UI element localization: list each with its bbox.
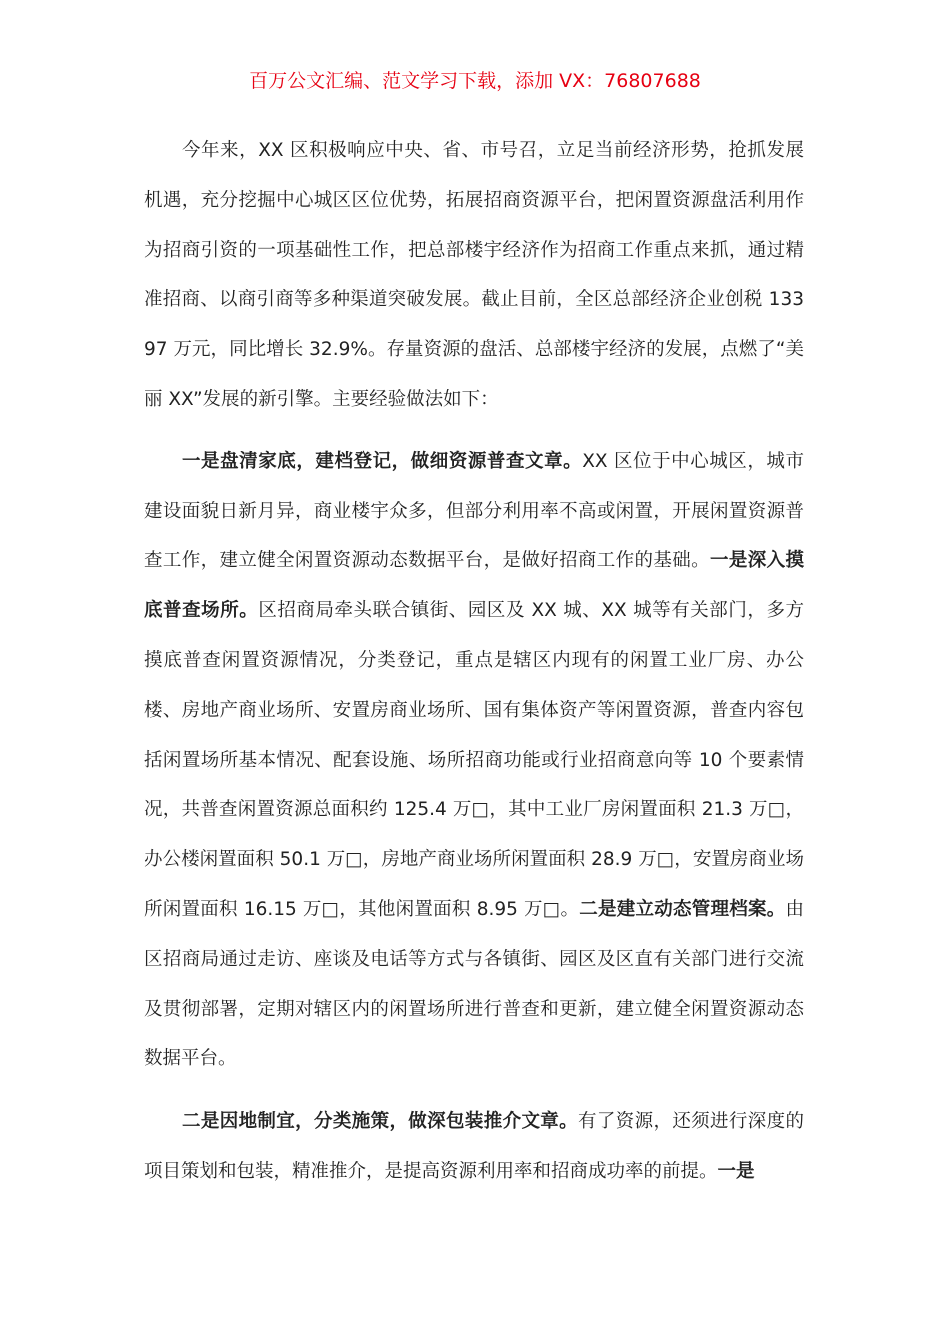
paragraph-intro-text: 今年来，XX 区积极响应中央、省、市号召，立足当前经济形势，抢抓发展机遇，充分挖掘中心城区区位优势，拓展招商资源平台，把闲置资源盘活利用作为招商引资的一项基础性工作，把总部楼宇经济作为招商工作重点来抓，通过精准招商、以商引商等多种渠道突破发展。截止目前，全区总部经济企业创税 13397 万元，同比增长 32.9%。存量资源的盘活、总部楼宇经济的发展，点燃了“美丽 XX”发展的新引擎。主要经验做法如下： xyxy=(144,140,804,410)
section-heading-2: 二是因地制宜，分类施策，做深包装推介文章。 xyxy=(182,1111,579,1133)
header-banner: 百万公文汇编、范文学习下载，添加 VX：76807688 xyxy=(249,70,701,92)
paragraph-intro xyxy=(144,126,804,425)
paragraph-text: XX 区位于中心城区，城市建设面貌日新月异，商业楼宇众多，但部分利用率不高或闲置，开展闲置资源普查工作，建立健全闲置资源动态数据平台，是做好招商工作的基础。 xyxy=(144,450,804,572)
paragraph-text: 由区招商局通过走访、座谈及电话等方式与各镇街、园区及区直有关部门进行交流及贯彻部署，定期对辖区内的闲置场所进行普查和更新，建立健全闲置资源动态数据平台。 xyxy=(144,898,804,1070)
section-heading-1: 一是盘清家底，建档登记，做细资源普查文章。 xyxy=(182,450,583,472)
subheading-deep-survey: 一是深入摸底普查场所。 xyxy=(144,550,804,622)
paragraph-text: 有了资源，还须进行深度的项目策划和包装，精准推介，是提高资源利用率和招商成功率的前提。 xyxy=(144,1111,804,1182)
paragraph-packaging xyxy=(144,1097,804,1197)
subheading-trailing: 一是 xyxy=(717,1160,755,1182)
paragraph-text: 区招商局牵头联合镇街、园区及 XX 城、XX 城等有关部门，多方摸底普查闲置资源情况，分类登记，重点是辖区内现有的闲置工业厂房、办公楼、房地产商业场所、安置房商业场所、国有集体资产等闲置资源，普查内容包括闲置场所基本情况、配套设施、场所招商功能或行业招商意向等 10 个要素情况，共普查闲置资源总面积约 125.4 万□，其中工业厂房闲置面积 21.3 万□，办公楼闲置面积 50.1 万□，房地产商业场所闲置面积 28.9 万□，安置房商业场所闲置面积 16.15 万□，其他闲置面积 8.95 万□。 xyxy=(144,600,804,920)
paragraph-resource-survey xyxy=(144,437,804,1084)
document-body xyxy=(144,126,804,1209)
subheading-dynamic-archive: 二是建立动态管理档案。 xyxy=(579,898,786,920)
